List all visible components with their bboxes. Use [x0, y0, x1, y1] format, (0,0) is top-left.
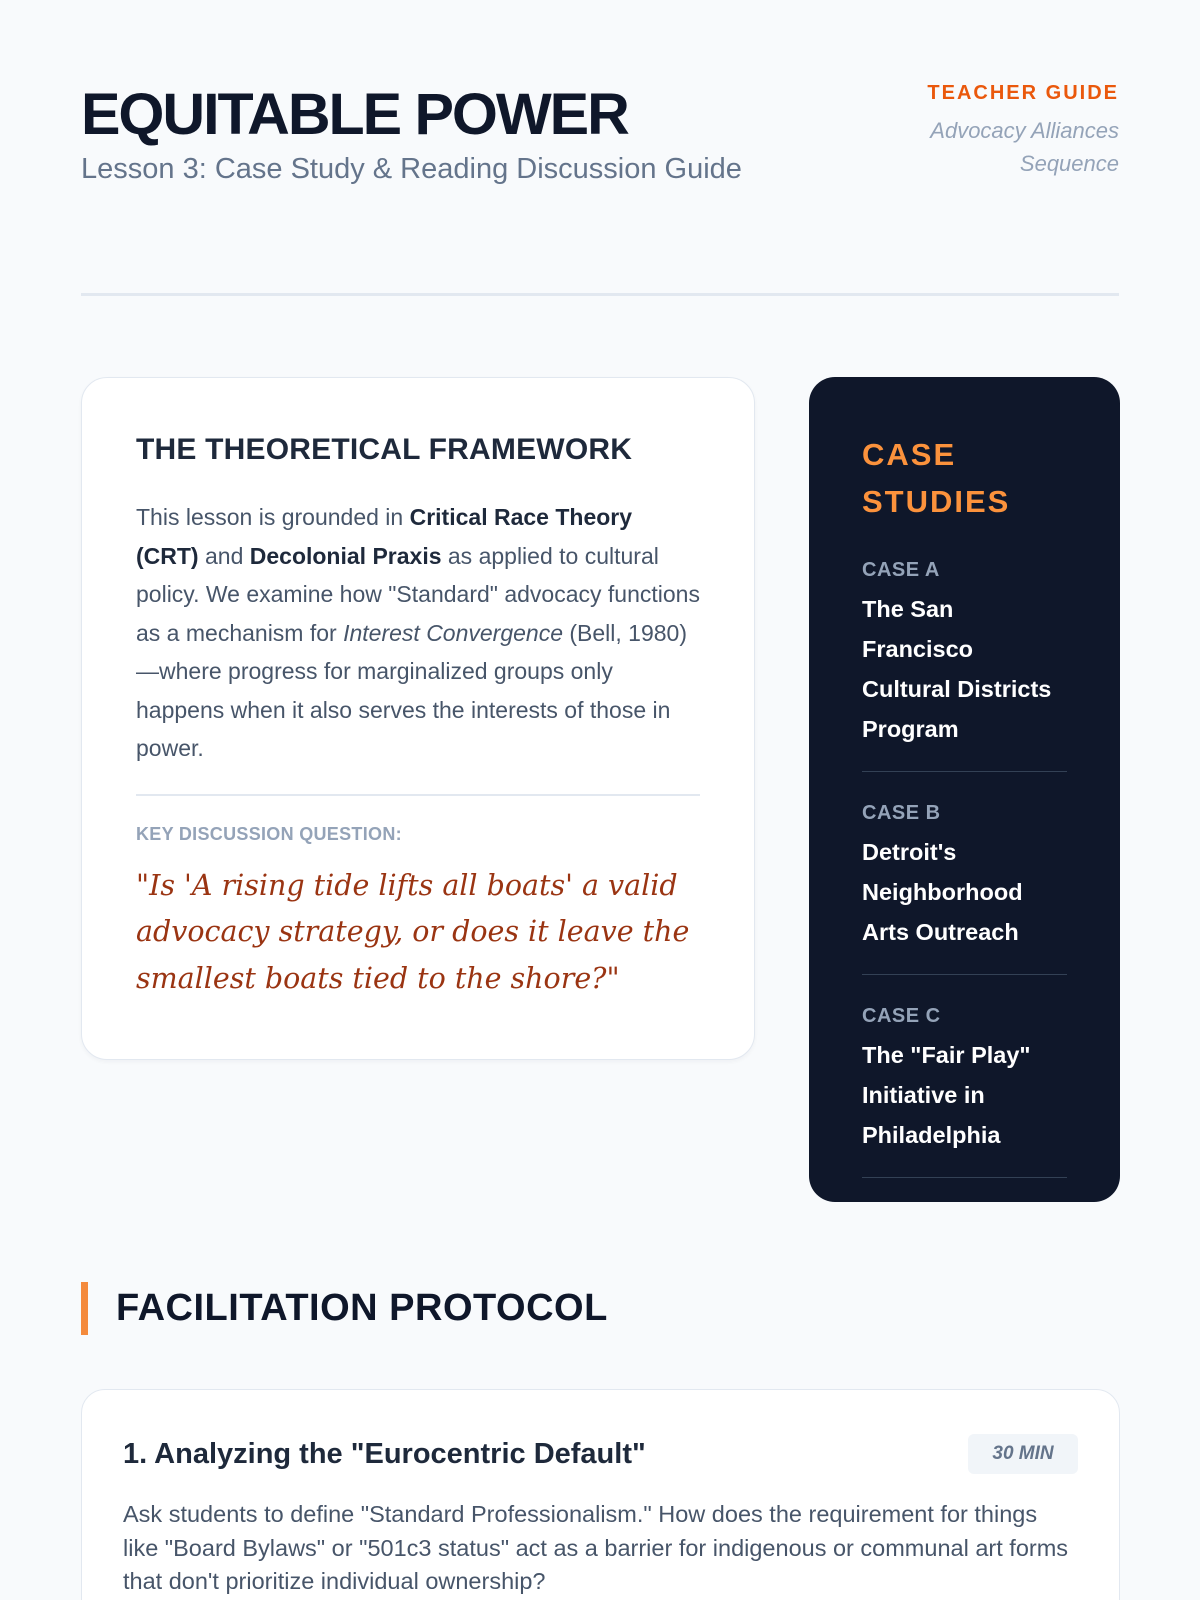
case-label: CASE C [862, 1005, 941, 1027]
framework-card [81, 377, 755, 1060]
case-studies-panel [809, 377, 1120, 1202]
header-meta [859, 80, 1119, 180]
sequence-name: Advocacy Alliances Sequence [930, 118, 1119, 176]
case-name: Detroit's Neighborhood Arts Outreach [862, 839, 1023, 945]
page-header [81, 0, 1119, 296]
framework-text: (Bell, 1980)—where progress for marginalized groups only happens when it also serves the interests of those in power. [136, 619, 688, 761]
case-item [862, 800, 1067, 975]
step-body: Ask students to define "Standard Professionalism." How does the requirement for things like "Board Bylaws" or "501c3 status" act as a barrier for indigenous or communal art forms that don't prioritize individual ownership? [123, 1501, 1069, 1594]
page-title: EQUITABLE POWER [81, 82, 628, 147]
duration-badge: 30 MIN [968, 1434, 1078, 1474]
case-studies-title: CASE STUDIES [862, 437, 1011, 519]
case-label: CASE B [862, 802, 941, 824]
case-name: The "Fair Play" Initiative in Philadelphia [862, 1042, 1031, 1148]
case-name: The San Francisco Cultural Districts Program [862, 596, 1052, 742]
case-item [862, 1003, 1067, 1178]
framework-text: This lesson is grounded in [136, 504, 410, 530]
case-label: CASE A [862, 559, 940, 581]
framework-body [136, 498, 700, 768]
step-title: 1. Analyzing the "Eurocentric Default" [123, 1438, 646, 1470]
guide-badge: TEACHER GUIDE [927, 82, 1119, 104]
framework-text: and [198, 542, 250, 569]
framework-title: THE THEORETICAL FRAMEWORK [136, 433, 633, 466]
question-label: KEY DISCUSSION QUESTION: [136, 823, 402, 844]
divider [136, 794, 700, 796]
framework-text: as applied to cultural policy. We examine how "Standard" advocacy functions as a mechanism for [136, 542, 700, 646]
case-item [862, 557, 1067, 772]
page-subtitle: Lesson 3: Case Study & Reading Discussion Guide [81, 153, 742, 185]
framework-term-crt: Critical Race Theory (CRT) [136, 504, 633, 569]
facilitation-heading: FACILITATION PROTOCOL [81, 1282, 608, 1335]
step-card [81, 1389, 1120, 1600]
framework-term-praxis: Decolonial Praxis [249, 542, 442, 569]
framework-term-convergence: Interest Convergence [343, 619, 563, 646]
discussion-question: "Is 'A rising tide lifts all boats' a valid advocacy strategy, or does it leave the smallest boats tied to the shore?" [136, 868, 690, 995]
